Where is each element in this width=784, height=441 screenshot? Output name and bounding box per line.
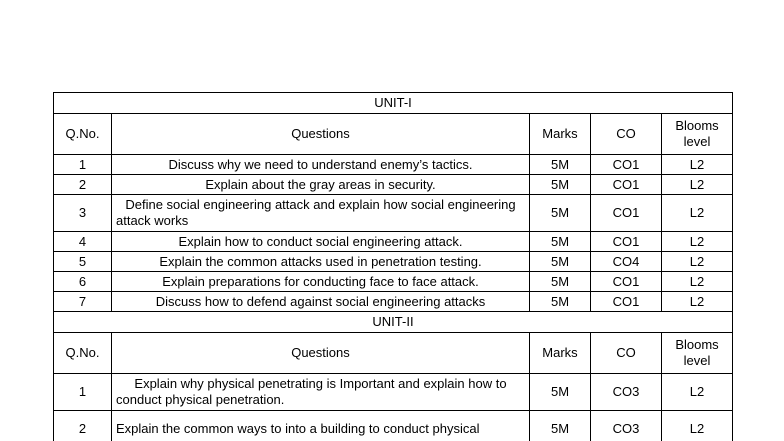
level-cell: L2 <box>662 232 733 252</box>
table-row <box>54 374 733 411</box>
unit-title-row <box>54 312 733 333</box>
marks-cell: 5M <box>530 272 591 292</box>
header-questions: Questions <box>112 333 530 374</box>
table-row <box>54 292 733 312</box>
level-cell: L2 <box>662 252 733 272</box>
unit-title: UNIT-I <box>54 93 733 114</box>
qno-cell: 2 <box>54 175 112 195</box>
table-row <box>54 195 733 232</box>
co-cell: CO1 <box>591 175 662 195</box>
question-cell: Explain the common attacks used in penetration testing. <box>112 252 530 272</box>
co-cell: CO1 <box>591 272 662 292</box>
question-cell: Explain preparations for conducting face to face attack. <box>112 272 530 292</box>
header-row <box>54 333 733 374</box>
question-table <box>53 92 733 441</box>
header-qno: Q.No. <box>54 114 112 155</box>
qno-cell: 5 <box>54 252 112 272</box>
co-cell: CO1 <box>591 195 662 232</box>
level-cell: L2 <box>662 411 733 441</box>
question-cell: Discuss how to defend against social engineering attacks <box>112 292 530 312</box>
header-marks: Marks <box>530 333 591 374</box>
table-row <box>54 155 733 175</box>
co-cell: CO3 <box>591 374 662 411</box>
header-qno: Q.No. <box>54 333 112 374</box>
question-cell: Discuss why we need to understand enemy’s tactics. <box>112 155 530 175</box>
co-cell: CO4 <box>591 252 662 272</box>
level-cell: L2 <box>662 195 733 232</box>
qno-cell: 1 <box>54 374 112 411</box>
question-cell: Explain how to conduct social engineering attack. <box>112 232 530 252</box>
question-cell: Define social engineering attack and explain how social engineering attack works <box>112 195 530 232</box>
level-cell: L2 <box>662 155 733 175</box>
table-row <box>54 411 733 441</box>
header-row <box>54 114 733 155</box>
marks-cell: 5M <box>530 252 591 272</box>
header-blooms: Blooms level <box>662 333 733 374</box>
qno-cell: 6 <box>54 272 112 292</box>
marks-cell: 5M <box>530 292 591 312</box>
co-cell: CO1 <box>591 232 662 252</box>
marks-cell: 5M <box>530 175 591 195</box>
header-questions: Questions <box>112 114 530 155</box>
co-cell: CO3 <box>591 411 662 441</box>
marks-cell: 5M <box>530 155 591 175</box>
co-cell: CO1 <box>591 155 662 175</box>
question-cell: Explain the common ways to into a building to conduct physical <box>112 411 530 441</box>
co-cell: CO1 <box>591 292 662 312</box>
header-co: CO <box>591 114 662 155</box>
qno-cell: 2 <box>54 411 112 441</box>
qno-cell: 3 <box>54 195 112 232</box>
marks-cell: 5M <box>530 374 591 411</box>
unit-title-row <box>54 93 733 114</box>
table-row <box>54 232 733 252</box>
qno-cell: 7 <box>54 292 112 312</box>
marks-cell: 5M <box>530 411 591 441</box>
unit-title: UNIT-II <box>54 312 733 333</box>
level-cell: L2 <box>662 374 733 411</box>
qno-cell: 1 <box>54 155 112 175</box>
question-cell: Explain about the gray areas in security. <box>112 175 530 195</box>
header-blooms: Blooms level <box>662 114 733 155</box>
level-cell: L2 <box>662 272 733 292</box>
table-row <box>54 252 733 272</box>
question-cell: Explain why physical penetrating is Important and explain how to conduct physical penetration. <box>112 374 530 411</box>
header-marks: Marks <box>530 114 591 155</box>
table-row <box>54 175 733 195</box>
level-cell: L2 <box>662 292 733 312</box>
marks-cell: 5M <box>530 232 591 252</box>
qno-cell: 4 <box>54 232 112 252</box>
marks-cell: 5M <box>530 195 591 232</box>
header-co: CO <box>591 333 662 374</box>
level-cell: L2 <box>662 175 733 195</box>
table-row <box>54 272 733 292</box>
